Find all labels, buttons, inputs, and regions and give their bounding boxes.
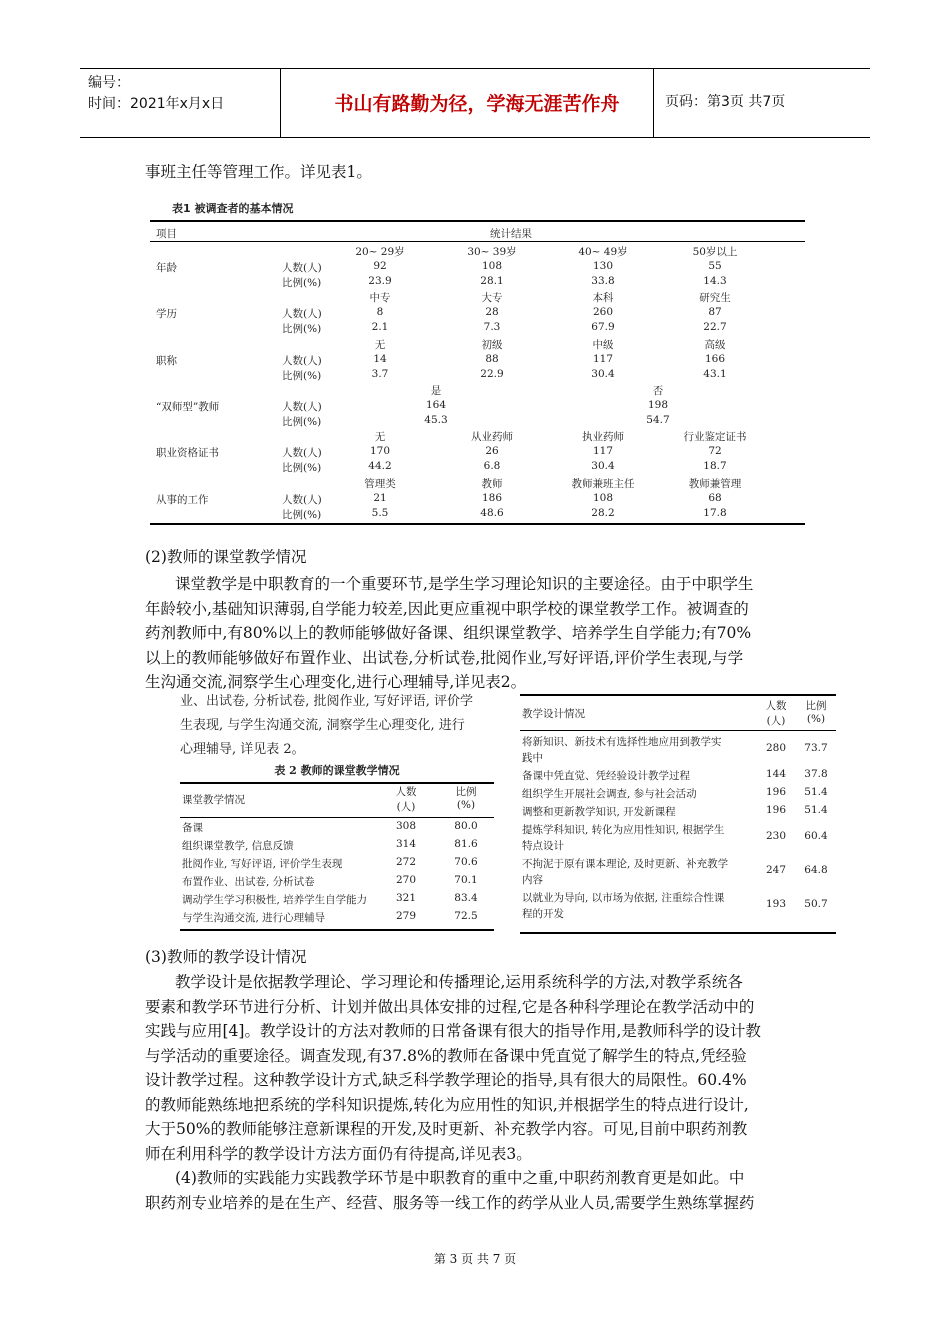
table-row-count: 196	[765, 786, 787, 798]
table-1-pct-label: 比例(%)	[282, 277, 322, 289]
table-1-count: 72	[708, 445, 722, 458]
table-row-pct: 83.4	[454, 892, 478, 904]
table-row-pct: 80.0	[454, 820, 478, 832]
table-row-count: 270	[395, 874, 417, 886]
table-1-count: 26	[485, 445, 499, 458]
table-row-pct: 51.4	[804, 804, 828, 816]
table-row-item: 调动学生学习积极性, 培养学生自学能力	[182, 894, 368, 906]
table-1-category: 是	[430, 384, 442, 397]
table-1-count: 260	[592, 306, 614, 319]
table-1-count: 108	[481, 260, 503, 272]
table-1-row-label: 职称	[156, 354, 177, 367]
table-row-item: 不拘泥于原有课本理论, 及时更新、补充教学	[522, 858, 729, 870]
table-1-count: 166	[704, 352, 726, 365]
table-rule	[150, 241, 805, 242]
table-rule	[180, 817, 494, 818]
table-1-category: 中级	[592, 338, 614, 351]
table-1-count: 21	[373, 491, 387, 504]
table-1-pct-label: 比例(%)	[282, 323, 322, 336]
table-1-category: 40~ 49岁	[578, 246, 628, 258]
paragraph-line: 年龄较小,基础知识薄弱,自学能力较差,因此更应重视中职学校的课堂教学工作。被调查的	[145, 599, 749, 618]
paragraph-line: 药剂教师中,有80%以上的教师能够做好备课、组织课堂教学、培养学生自学能力;有70%	[145, 624, 752, 642]
table-row-count: 247	[765, 864, 787, 876]
table-1-category: 从业药师	[471, 431, 513, 444]
section-2-title: (2)教师的课堂教学情况	[145, 548, 307, 566]
table-1-category: 执业药师	[582, 431, 624, 444]
table-1-count-label: 人数(人)	[282, 493, 322, 506]
table-1-category: 否	[652, 384, 664, 397]
table-row-pct: 70.1	[454, 874, 478, 886]
table-row-item: 备课中凭直觉、凭经验设计教学过程	[522, 770, 690, 782]
table-1-category: 无	[374, 431, 386, 444]
table-row-item: 与学生沟通交流, 进行心理辅导	[182, 912, 326, 924]
table-1-pct: 45.3	[424, 413, 448, 426]
table-2-caption: 表 2 教师的课堂教学情况	[274, 764, 400, 777]
table-row-count: 193	[765, 898, 787, 910]
table-1-category: 管理类	[364, 477, 396, 490]
table-1-row-label: 从事的工作	[156, 493, 209, 506]
table-row-item: 布置作业、出试卷, 分析试卷	[182, 876, 315, 888]
col-pct-line: 比例	[805, 700, 827, 712]
table-1-count: 28	[485, 306, 499, 319]
table-row-pct: 64.8	[804, 864, 828, 876]
table-1-pct: 23.9	[368, 275, 392, 287]
table-2-col-pct	[446, 784, 486, 811]
table-1-count: 130	[592, 260, 614, 272]
doc-date: 时间：2021年x月x日	[88, 96, 225, 112]
table-1-category: 20~ 29岁	[355, 246, 405, 258]
table-row-count: 280	[765, 742, 787, 754]
table-row-pct: 60.4	[804, 830, 828, 842]
table-1-count: 14	[373, 352, 387, 365]
table-row-item: 批阅作业, 写好评语, 评价学生表现	[182, 858, 343, 870]
scan-text-block	[180, 690, 473, 762]
table-1-count: 88	[485, 352, 499, 365]
paragraph-line: 生沟通交流,洞察学生心理变化,进行心理辅导,详见表2。	[145, 673, 527, 691]
table-row-item: 组织学生开展社会调查, 参与社会活动	[522, 788, 697, 800]
paragraph-line: 职药剂专业培养的是在生产、经营、服务等一线工作的药学从业人员,需要学生熟练掌握药	[145, 1193, 755, 1212]
intro-line: 事班主任等管理工作。详见表1。	[145, 163, 372, 181]
table-row-count: 314	[395, 838, 417, 850]
table-1-category: 无	[374, 338, 386, 351]
paragraph-line: 教学设计是依据教学理论、学习理论和传播理论,运用系统科学的方法,对教学系统各	[175, 973, 743, 991]
scan-line: 心理辅导, 详见表 2。	[180, 742, 305, 757]
table-1-count-label: 人数(人)	[282, 262, 322, 274]
table-1-count: 55	[708, 260, 722, 272]
table-1-count: 87	[708, 306, 722, 319]
table-1-pct: 18.7	[703, 460, 727, 473]
table-1-pct-label: 比例(%)	[282, 415, 322, 428]
paragraph-line: 的教师能熟练地把系统的学科知识提炼,转化为应用性的知识,并根据学生的特点进行设计,	[145, 1095, 749, 1114]
table-1-pct: 43.1	[703, 367, 727, 380]
table-row-item: 提炼学科知识, 转化为应用性知识, 根据学生	[522, 824, 725, 836]
table-1-category: 研究生	[699, 292, 731, 305]
table-rule	[150, 523, 805, 525]
table-2-col-item: 课堂教学情况	[182, 794, 245, 806]
table-row-count: 196	[765, 804, 787, 816]
table-row-item: 组织课堂教学, 信息反馈	[182, 840, 294, 852]
table-1-category: 本科	[592, 292, 614, 305]
table-1-pct: 33.8	[591, 275, 615, 287]
table-row-pct: 70.6	[454, 856, 478, 868]
table-1-category: 中专	[369, 292, 391, 305]
table-rule	[150, 220, 805, 222]
table-row-pct: 72.5	[454, 910, 478, 922]
table-1-pct: 5.5	[371, 506, 389, 519]
col-count-line: (人)	[396, 801, 416, 813]
scan-line: 业、出试卷, 分析试卷, 批阅作业, 写好评语, 评价学	[180, 694, 474, 709]
table-1-pct: 30.4	[591, 460, 615, 473]
table-3-col-item: 教学设计情况	[522, 708, 585, 720]
table-1-pct-label: 比例(%)	[282, 462, 322, 475]
section-3-title: (3)教师的教学设计情况	[145, 948, 307, 966]
table-1-count: 117	[592, 445, 614, 458]
table-1-pct: 22.7	[703, 321, 727, 334]
paragraph-line: 要素和教学环节进行分析、计划并做出具体安排的过程,它是各种科学理论在教学活动中的	[145, 997, 755, 1016]
table-row-count: 279	[395, 910, 417, 922]
table-row-item: 程的开发	[522, 908, 564, 920]
col-count-line: 人数	[395, 786, 417, 798]
header-page-code: 页码：第3页 共7页	[665, 94, 786, 110]
table-1-pct: 7.3	[483, 321, 501, 334]
table-1-category: 初级	[481, 338, 503, 351]
table-1-category: 50岁以上	[692, 246, 738, 258]
table-row-item: 备课	[182, 822, 203, 834]
table-1-category: 行业鉴定证书	[683, 431, 747, 444]
header-divider	[653, 69, 654, 137]
table-row-count: 308	[395, 820, 417, 832]
table-1-caption: 表1 被调查者的基本情况	[172, 202, 294, 215]
table-1-count-label: 人数(人)	[282, 447, 322, 460]
table-1-pct: 28.1	[480, 275, 504, 287]
table-row-pct: 51.4	[804, 786, 828, 798]
table-1-col-result: 统计结果	[490, 228, 532, 240]
table-1-pct: 6.8	[483, 460, 501, 473]
col-pct-line: 比例	[455, 786, 477, 798]
table-3	[520, 690, 836, 936]
table-row-count: 321	[395, 892, 417, 904]
paragraph-line: 实践与应用[4]。教学设计的方法对教师的日常备课有很大的指导作用,是教师科学的设计教	[145, 1022, 761, 1040]
table-row-pct: 50.7	[804, 898, 828, 910]
table-1-count: 170	[369, 445, 391, 458]
table-rule	[180, 929, 494, 931]
table-2-col-count	[386, 784, 426, 814]
col-pct-line: (%)	[456, 799, 476, 811]
table-1-pct-label: 比例(%)	[282, 508, 322, 521]
col-count-line: 人数	[765, 700, 787, 712]
scan-line: 生表现, 与学生沟通交流, 洞察学生心理变化, 进行	[180, 718, 465, 733]
table-1-count: 198	[647, 398, 669, 411]
table-2	[180, 762, 494, 932]
header-meta	[88, 73, 224, 115]
table-1-row-label: 职业资格证书	[156, 447, 219, 460]
table-1-count: 68	[708, 491, 722, 504]
paragraph-line: 设计教学过程。这种教学设计方式,缺乏科学教学理论的指导,具有很大的局限性。60.4%	[145, 1071, 747, 1089]
table-1-category: 教师兼管理	[688, 477, 742, 490]
table-1-pct: 22.9	[480, 367, 504, 380]
table-1-pct: 28.2	[591, 506, 615, 519]
paragraph-line: 课堂教学是中职教育的一个重要环节,是学生学习理论知识的主要途径。由于中职学生	[175, 575, 754, 593]
paragraph-line: (4)教师的实践能力实践教学环节是中职教育的重中之重,中职药剂教育更是如此。中	[175, 1169, 745, 1187]
table-1-count: 8	[376, 306, 384, 319]
table-1-category: 高级	[704, 338, 726, 351]
table-1-pct: 2.1	[371, 321, 389, 334]
table-1-pct: 48.6	[480, 506, 504, 519]
page-header	[80, 68, 870, 138]
table-1-category: 教师	[481, 477, 503, 490]
table-1-col-item: 项目	[156, 228, 177, 240]
table-row-count: 144	[765, 768, 787, 780]
table-row-item: 内容	[522, 874, 543, 886]
table-1-row-label: “双师型”教师	[156, 400, 220, 413]
paragraph-line: 大于50%的教师能够注意新课程的开发,及时更新、补充教学内容。可见,目前中职药剂教	[145, 1120, 748, 1138]
table-1-count: 186	[481, 491, 503, 504]
table-1-count-label: 人数(人)	[282, 400, 322, 413]
table-3-col-count	[756, 698, 796, 728]
header-motto: 书山有路勤为径，学海无涯苦作舟	[334, 93, 620, 115]
header-divider	[280, 69, 281, 137]
col-count-line: (人)	[766, 715, 786, 727]
table-row-pct: 81.6	[454, 838, 478, 850]
table-1-count-label: 人数(人)	[282, 308, 322, 321]
paragraph-line: 与学活动的重要途径。调查发现,有37.8%的教师在备课中凭直觉了解学生的特点,凭经验	[145, 1046, 747, 1065]
table-row-item: 调整和更新教学知识, 开发新课程	[522, 806, 676, 818]
table-3-col-pct	[796, 698, 836, 725]
table-1-pct: 14.3	[703, 275, 727, 287]
paragraph-line: 师在利用科学的教学设计方法方面仍有待提高,详见表3。	[145, 1144, 532, 1163]
table-1	[150, 198, 805, 526]
table-rule	[520, 730, 836, 731]
table-row-item: 以就业为导向, 以市场为依据, 注重综合性课	[522, 892, 725, 904]
table-1-category: 大专	[481, 292, 503, 305]
paragraph-line: 以上的教师能够做好布置作业、出试卷,分析试卷,批阅作业,写好评语,评价学生表现,与学	[145, 648, 744, 667]
table-1-category: 30~ 39岁	[467, 246, 517, 258]
table-row-count: 230	[765, 830, 787, 842]
table-rule	[520, 932, 836, 934]
page-footer: 第 3 页 共 7 页	[433, 1252, 517, 1266]
table-row-item: 将新知识、新技术有选择性地应用到教学实	[522, 736, 722, 748]
col-pct-line: (%)	[806, 713, 826, 725]
table-row-item: 特点设计	[522, 840, 564, 852]
table-1-pct-label: 比例(%)	[282, 369, 322, 382]
table-1-pct: 67.9	[591, 321, 615, 334]
table-1-row-label: 学历	[156, 308, 177, 321]
table-row-count: 272	[395, 856, 417, 868]
table-rule	[520, 694, 836, 696]
table-1-pct: 54.7	[646, 413, 670, 426]
table-1-pct: 44.2	[368, 460, 392, 473]
table-1-pct: 17.8	[703, 506, 727, 519]
table-1-count-label: 人数(人)	[282, 354, 322, 367]
table-1-count: 108	[592, 491, 614, 504]
table-1-count: 117	[592, 352, 614, 365]
table-row-pct: 37.8	[804, 768, 828, 780]
table-1-pct: 30.4	[591, 367, 615, 380]
table-row-item: 践中	[522, 752, 543, 764]
table-1-pct: 3.7	[371, 367, 389, 380]
doc-number: 编号：	[88, 75, 130, 91]
table-1-category: 教师兼班主任	[571, 477, 635, 490]
table-1-count: 92	[373, 260, 387, 272]
table-row-pct: 73.7	[804, 742, 828, 754]
table-1-count: 164	[425, 398, 447, 411]
table-1-row-label: 年龄	[156, 262, 177, 274]
